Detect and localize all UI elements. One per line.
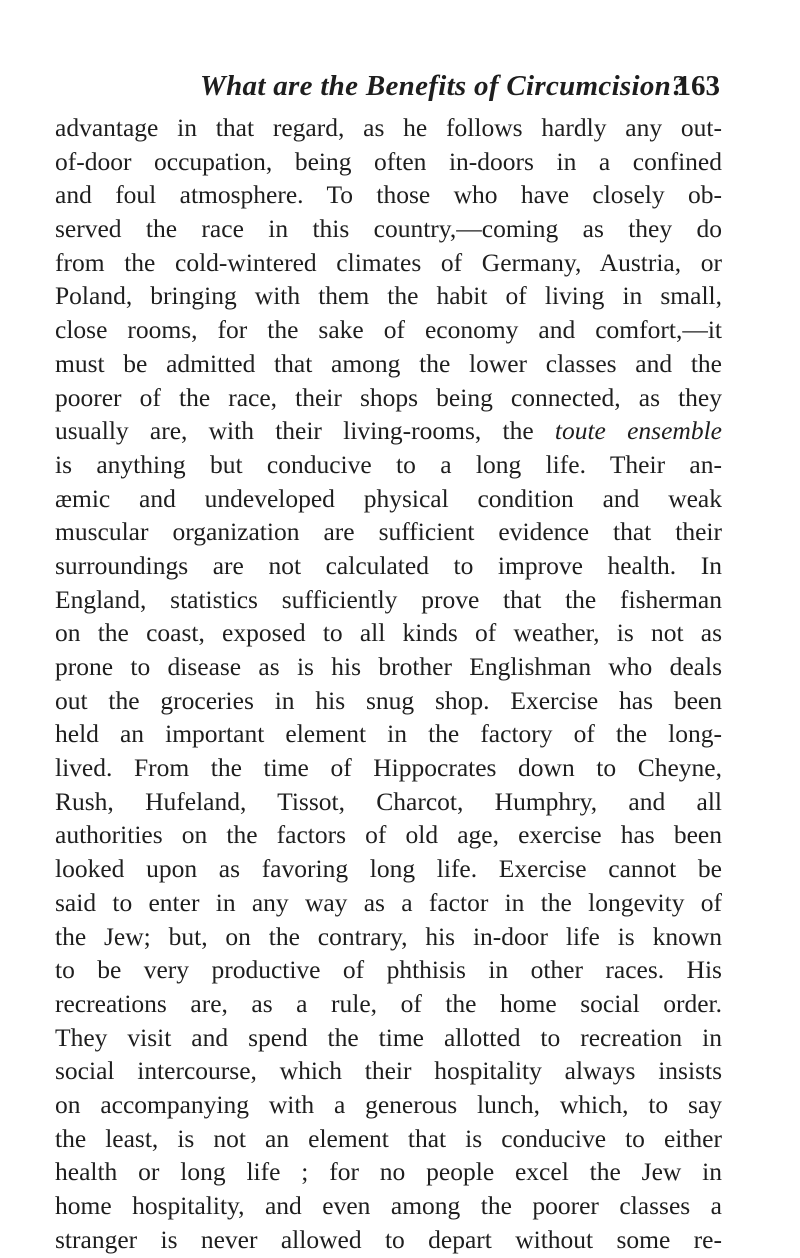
text-line: stranger is never allowed to depart without some re- xyxy=(55,1224,722,1254)
text-line: prone to disease as is his brother Englishman who deals xyxy=(55,652,722,681)
text-line: recreations are, as a rule, of the home social order. xyxy=(55,988,722,1018)
text-line: England, statistics sufficiently prove that the fisherman xyxy=(55,584,722,614)
text-line: They visit and spend the time allotted to recreation in xyxy=(55,1022,722,1052)
text-line: Poland, bringing with them the habit of living in small, xyxy=(55,281,722,311)
text-line: æmic and undeveloped physical condition and weak xyxy=(55,483,722,513)
text-line xyxy=(55,414,722,448)
text-line: to be very productive of phthisis in other races. His xyxy=(55,955,722,985)
text-line: held an important element in the factory of the long- xyxy=(55,719,722,749)
text-line: is anything but conducive to a long life. Their an- xyxy=(55,449,722,479)
text-segment: usually are, with their living-rooms, the xyxy=(55,416,555,446)
text-line: from the cold-wintered climates of Germany, Austria, or xyxy=(55,247,722,277)
running-head xyxy=(200,66,720,106)
page-number: 163 xyxy=(676,70,720,102)
text-line: surroundings are not calculated to improve health. In xyxy=(55,550,722,580)
text-line: lived. From the time of Hippocrates down to Cheyne, xyxy=(55,753,722,783)
text-line: the least, is not an element that is conducive to either xyxy=(55,1123,722,1153)
running-title: What are the Benefits of Circumcision? xyxy=(200,70,686,102)
text-line: authorities on the factors of old age, exercise has been xyxy=(55,820,722,850)
text-line: social intercourse, which their hospitality always insists xyxy=(55,1056,722,1086)
text-line: served the race in this country,—coming as they do xyxy=(55,214,722,244)
text-line: advantage in that regard, as he follows hardly any out- xyxy=(55,113,722,142)
text-line: Rush, Hufeland, Tissot, Charcot, Humphry, and all xyxy=(55,786,722,816)
text-line: muscular organization are sufficient evidence that their xyxy=(55,517,722,547)
text-line: poorer of the race, their shops being connected, as they xyxy=(55,382,722,412)
text-line: looked upon as favoring long life. Exercise cannot be xyxy=(55,854,722,884)
text-line: on the coast, exposed to all kinds of weather, is not as xyxy=(55,618,722,648)
text-line: said to enter in any way as a factor in the longevity of xyxy=(55,887,722,917)
text-line: health or long life ; for no people excel the Jew in xyxy=(55,1157,722,1187)
text-line: out the groceries in his snug shop. Exercise has been xyxy=(55,685,722,715)
text-line: home hospitality, and even among the poorer classes a xyxy=(55,1191,722,1220)
text-line: close rooms, for the sake of economy and comfort,—it xyxy=(55,315,722,345)
body-text xyxy=(55,111,722,1256)
italic-phrase: toute ensemble xyxy=(554,416,722,446)
text-line: the Jew; but, on the contrary, his in-door life is known xyxy=(55,921,722,951)
text-line: on accompanying with a generous lunch, which, to say xyxy=(55,1089,722,1119)
text-line: must be admitted that among the lower classes and the xyxy=(55,348,722,378)
text-line: of-door occupation, being often in-doors in a confined xyxy=(55,146,722,176)
text-line: and foul atmosphere. To those who have closely ob- xyxy=(55,180,722,210)
